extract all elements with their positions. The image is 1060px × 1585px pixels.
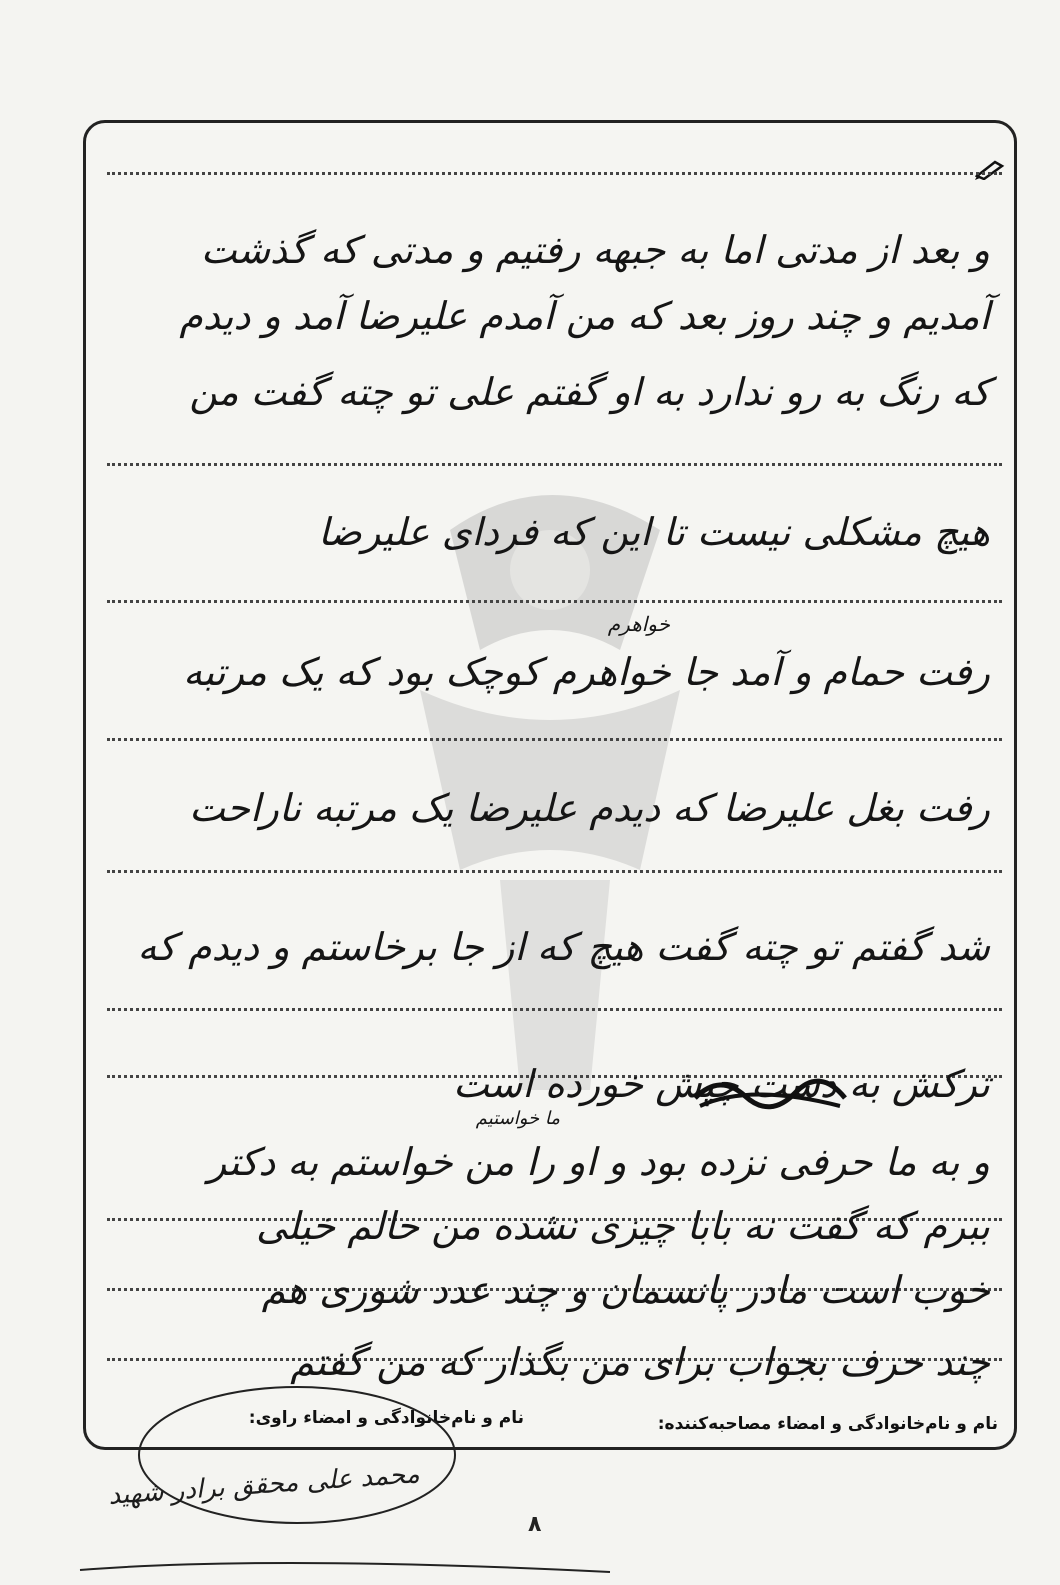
ruled-line xyxy=(107,1008,1002,1011)
handwritten-line: و بعد از مدتی اما به جبهه رفتیم و مدتی که گذشت xyxy=(200,228,990,272)
pen-icon xyxy=(975,158,1005,180)
inserted-word: ما خواستیم xyxy=(475,1108,560,1129)
handwritten-line: هیچ مشکلی نیست تا این که فردای علیرضا xyxy=(318,510,990,554)
handwritten-line: رفت حمام و آمد جا خواهرم کوچک بود که یک مرتبه xyxy=(183,650,990,694)
ruled-line xyxy=(107,172,1002,175)
handwritten-line: که رنگ به رو ندارد به او گفتم علی تو چته گفت من xyxy=(189,370,990,414)
handwritten-line: خوب است مادر پانسمان و چند عدد شوری هم xyxy=(261,1268,990,1312)
signature-loop xyxy=(132,1380,462,1530)
handwritten-line: آمدیم و چند روز بعد که من آمدم علیرضا آمد و دیدم xyxy=(179,294,990,338)
handwritten-line: چند حرف بجواب برای من بگذار که من گفتم xyxy=(290,1340,990,1384)
ruled-line xyxy=(107,600,1002,603)
ruled-line xyxy=(107,738,1002,741)
handwritten-line: و به ما حرفی نزده بود و او را من خواستم به دکتر xyxy=(207,1140,990,1184)
signature-underline xyxy=(70,1550,630,1585)
handwritten-line: شد گفتم تو چته گفت هیچ که از جا برخاستم و دیدم که xyxy=(137,925,990,969)
strikethrough-scribble xyxy=(690,1068,850,1118)
signature: محمد علی محقق برادر شهید xyxy=(107,1459,421,1511)
page-number: ۸ xyxy=(528,1512,542,1537)
ruled-line xyxy=(107,870,1002,873)
narrator-label: نام و نام‌خانوادگی و امضاء راوی: xyxy=(248,1408,524,1428)
interviewer-label: نام و نام‌خانوادگی و امضاء مصاحبه‌کننده: xyxy=(657,1414,998,1434)
handwritten-line: ترکش به دست چپش خورده است xyxy=(453,1062,990,1106)
handwritten-line: ببرم که گفت نه بابا چیزی نشده من حالم خیلی xyxy=(255,1204,990,1248)
inserted-word: خواهرم xyxy=(607,612,670,636)
handwritten-line: رفت بغل علیرضا که دیدم علیرضا یک مرتبه ناراحت xyxy=(189,786,990,830)
ruled-line xyxy=(107,463,1002,466)
